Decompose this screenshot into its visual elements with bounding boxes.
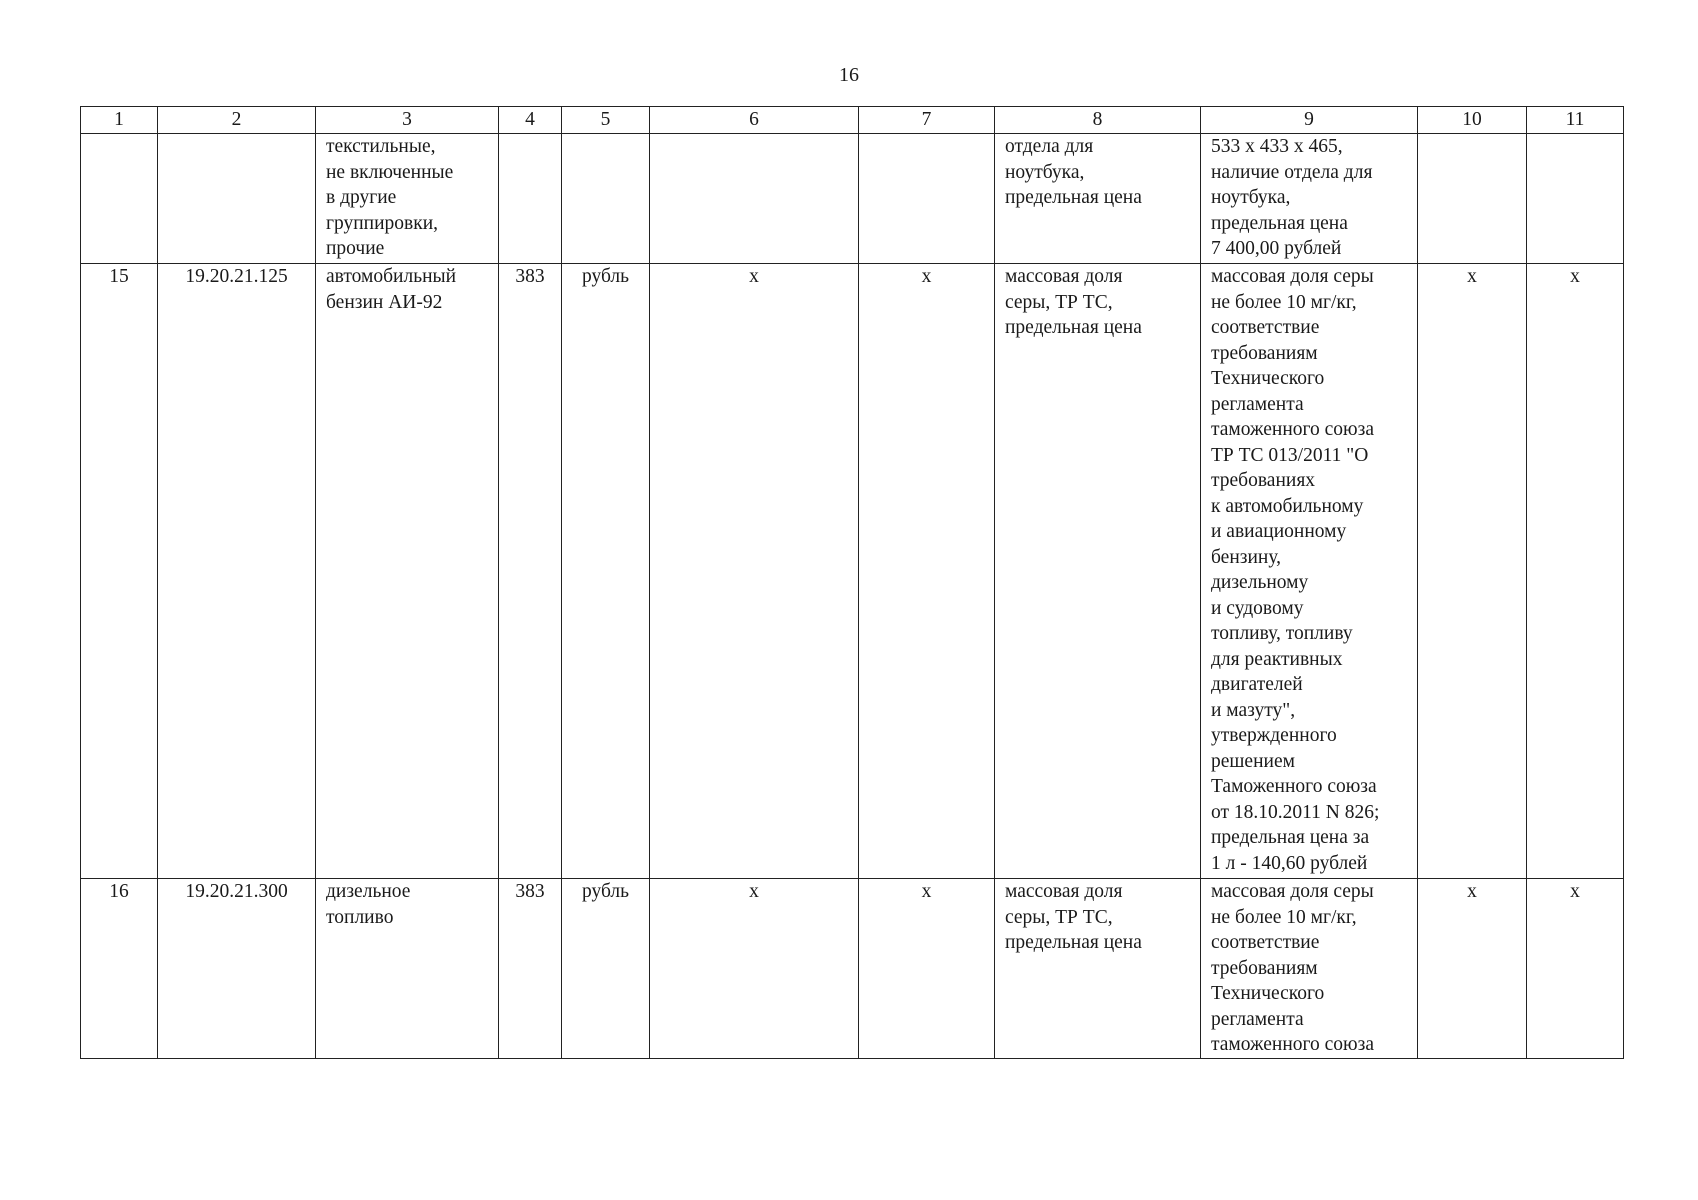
- cell-col11: x: [1527, 879, 1624, 1059]
- unit-name-cell: [562, 134, 650, 264]
- column-header: 11: [1527, 107, 1624, 134]
- cell-text-line: массовая доля серы: [1211, 881, 1374, 902]
- cell-col10: x: [1418, 264, 1527, 879]
- cell-text-line: решением: [1211, 750, 1295, 772]
- cell-col11: x: [1527, 264, 1624, 879]
- cell-text-line: наличие отдела для: [1211, 161, 1373, 183]
- column-header: 8: [995, 107, 1201, 134]
- table-row: [81, 879, 1624, 1059]
- unit-name-cell: рубль: [562, 264, 650, 879]
- cell-text-line: 1 л - 140,60 рублей: [1211, 852, 1368, 874]
- cell-text-line: соответствие: [1211, 932, 1320, 953]
- column-number-header-row: [81, 107, 1624, 134]
- cell-text-line: серы, ТР ТС,: [1005, 906, 1113, 928]
- cell-text-line: предельная цена за: [1211, 827, 1370, 848]
- cell-text-line: Технического: [1211, 368, 1325, 389]
- cell-text-line: бензин АИ-92: [326, 291, 443, 313]
- cell-text-line: требованиях: [1211, 470, 1316, 491]
- cell-text-line: дизельному: [1211, 572, 1309, 593]
- characteristic-cell: [995, 879, 1201, 1059]
- specification-table: [80, 106, 1624, 1059]
- table-row: [81, 134, 1624, 264]
- cell-text-line: от 18.10.2011 N 826;: [1211, 801, 1380, 823]
- table-row: [81, 264, 1624, 879]
- cell-text-line: бензину,: [1211, 546, 1282, 568]
- cell-text-line: отдела для: [1005, 136, 1094, 157]
- cell-text-line: требованиям: [1211, 342, 1318, 364]
- cell-text-line: двигателей: [1211, 674, 1303, 695]
- product-name-cell: [316, 879, 499, 1059]
- cell-col10: x: [1418, 879, 1527, 1059]
- characteristic-cell: [995, 134, 1201, 264]
- cell-col10: [1418, 134, 1527, 264]
- cell-col6: x: [650, 264, 859, 879]
- row-number-cell: [81, 134, 158, 264]
- row-number-cell: 16: [81, 879, 158, 1059]
- cell-text-line: требованиям: [1211, 957, 1318, 979]
- unit-name-cell: рубль: [562, 879, 650, 1059]
- cell-text-line: утвержденного: [1211, 725, 1337, 746]
- cell-text-line: ТР ТС 013/2011 "О: [1211, 444, 1369, 466]
- characteristic-value-cell: [1201, 264, 1418, 879]
- cell-text-line: серы, ТР ТС,: [1005, 291, 1113, 313]
- cell-col11: [1527, 134, 1624, 264]
- column-header: 10: [1418, 107, 1527, 134]
- page-number: 16: [839, 64, 859, 86]
- cell-text-line: 533 x 433 x 465,: [1211, 136, 1343, 157]
- cell-col6: x: [650, 879, 859, 1059]
- cell-text-line: таможенного союза: [1211, 419, 1374, 440]
- cell-text-line: группировки,: [326, 212, 439, 234]
- cell-text-line: текстильные,: [326, 136, 436, 157]
- cell-text-line: массовая доля серы: [1211, 266, 1374, 287]
- cell-text-line: регламента: [1211, 393, 1304, 415]
- cell-text-line: ноутбука,: [1211, 187, 1291, 208]
- cell-text-line: для реактивных: [1211, 648, 1343, 670]
- cell-text-line: предельная цена: [1005, 187, 1142, 208]
- cell-text-line: предельная цена: [1005, 317, 1142, 338]
- cell-text-line: 7 400,00 рублей: [1211, 238, 1342, 259]
- column-header: 4: [499, 107, 562, 134]
- cell-text-line: предельная цена: [1005, 932, 1142, 953]
- okei-code-cell: 383: [499, 879, 562, 1059]
- cell-text-line: таможенного союза: [1211, 1034, 1374, 1055]
- column-header: 5: [562, 107, 650, 134]
- cell-text-line: регламента: [1211, 1008, 1304, 1030]
- cell-text-line: Таможенного союза: [1211, 776, 1377, 797]
- cell-text-line: топливо: [326, 906, 394, 928]
- cell-text-line: и авиационному: [1211, 521, 1347, 542]
- okpd2-code-cell: [158, 134, 316, 264]
- cell-col6: [650, 134, 859, 264]
- cell-text-line: дизельное: [326, 881, 411, 902]
- cell-col7: x: [859, 264, 995, 879]
- cell-col7: [859, 134, 995, 264]
- cell-text-line: не более 10 мг/кг,: [1211, 291, 1357, 313]
- okei-code-cell: 383: [499, 264, 562, 879]
- product-name-cell: [316, 264, 499, 879]
- cell-text-line: и мазуту",: [1211, 699, 1296, 721]
- cell-text-line: ноутбука,: [1005, 161, 1085, 183]
- column-header: 6: [650, 107, 859, 134]
- cell-text-line: прочие: [326, 238, 385, 259]
- okei-code-cell: [499, 134, 562, 264]
- column-header: 1: [81, 107, 158, 134]
- cell-text-line: соответствие: [1211, 317, 1320, 338]
- column-header: 9: [1201, 107, 1418, 134]
- cell-text-line: массовая доля: [1005, 266, 1123, 287]
- okpd2-code-cell: 19.20.21.125: [158, 264, 316, 879]
- characteristic-cell: [995, 264, 1201, 879]
- characteristic-value-cell: [1201, 134, 1418, 264]
- cell-text-line: в другие: [326, 187, 397, 208]
- cell-col7: x: [859, 879, 995, 1059]
- column-header: 3: [316, 107, 499, 134]
- okpd2-code-cell: 19.20.21.300: [158, 879, 316, 1059]
- cell-text-line: предельная цена: [1211, 212, 1348, 234]
- cell-text-line: Технического: [1211, 983, 1325, 1004]
- cell-text-line: не включенные: [326, 161, 454, 183]
- cell-text-line: к автомобильному: [1211, 495, 1364, 517]
- cell-text-line: не более 10 мг/кг,: [1211, 906, 1357, 928]
- product-name-cell: [316, 134, 499, 264]
- cell-text-line: автомобильный: [326, 266, 457, 287]
- column-header: 7: [859, 107, 995, 134]
- cell-text-line: топливу, топливу: [1211, 623, 1353, 644]
- cell-text-line: и судовому: [1211, 597, 1304, 619]
- cell-text-line: массовая доля: [1005, 881, 1123, 902]
- row-number-cell: 15: [81, 264, 158, 879]
- column-header: 2: [158, 107, 316, 134]
- characteristic-value-cell: [1201, 879, 1418, 1059]
